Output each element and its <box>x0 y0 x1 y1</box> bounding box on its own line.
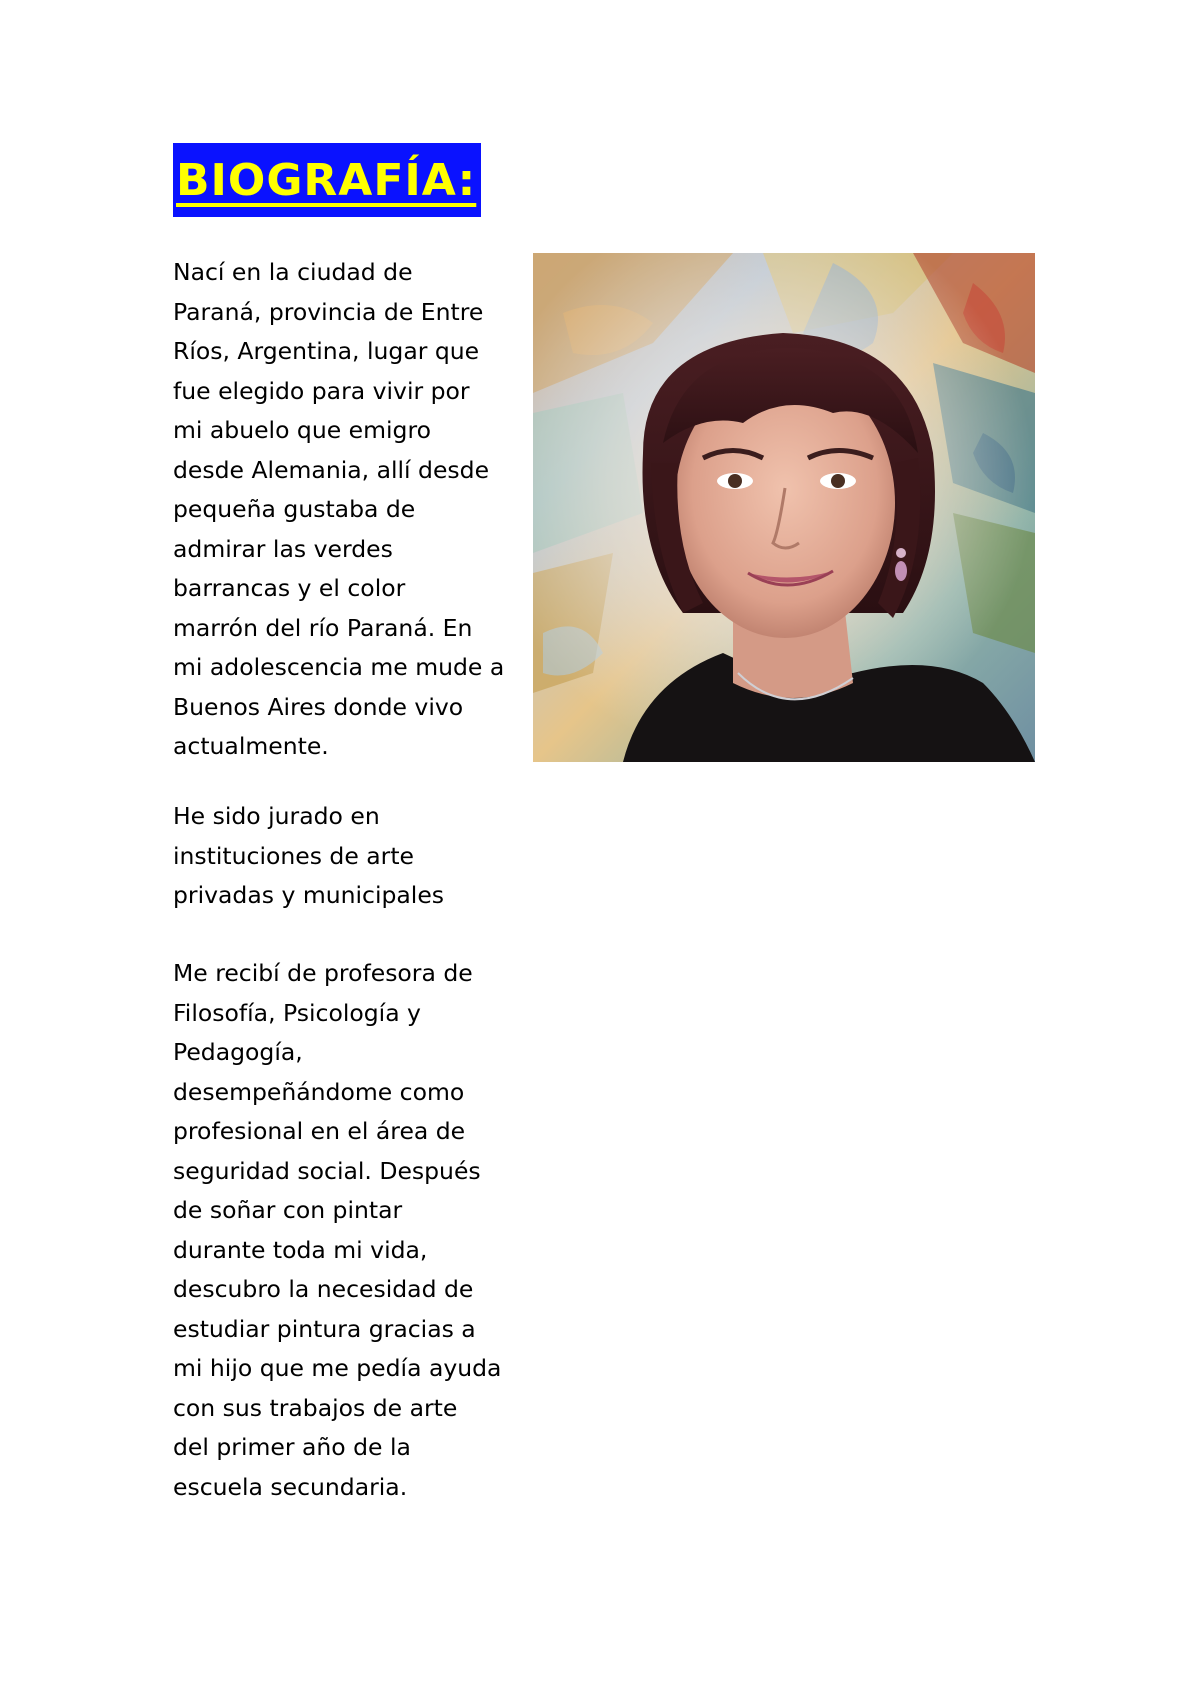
portrait-photo <box>533 253 1035 762</box>
paragraph-block-jury <box>173 797 543 916</box>
paragraph-block-career <box>173 954 543 1507</box>
paragraph-jury: He sido jurado en instituciones de arte privadas y municipales <box>173 802 445 909</box>
paragraph-career: Me recibí de profesora de Filosofía, Psicología y Pedagogía, desempeñándome como profesional en el área de seguridad social. Después de soñar con pintar durante toda mi vida, descubro la necesidad de estudiar pintura gracias a mi hijo que me pedía ayuda con sus trabajos de arte del primer año de la escuela secundaria. <box>173 959 502 1501</box>
portrait-illustration <box>533 253 1035 762</box>
heading-banner <box>173 143 481 217</box>
paragraph-block-origin <box>173 253 543 767</box>
paragraph-origin: Nací en la ciudad de Paraná, provincia de Entre Ríos, Argentina, lugar que fue elegido para vivir por mi abuelo que emigro desde Alemania, allí desde pequeña gustaba de admirar las verdes barrancas y el color marrón del río Paraná. En mi adolescencia me mude a Buenos Aires donde vivo actualmente. <box>173 258 505 760</box>
page-title: BIOGRAFÍA: <box>176 154 477 206</box>
